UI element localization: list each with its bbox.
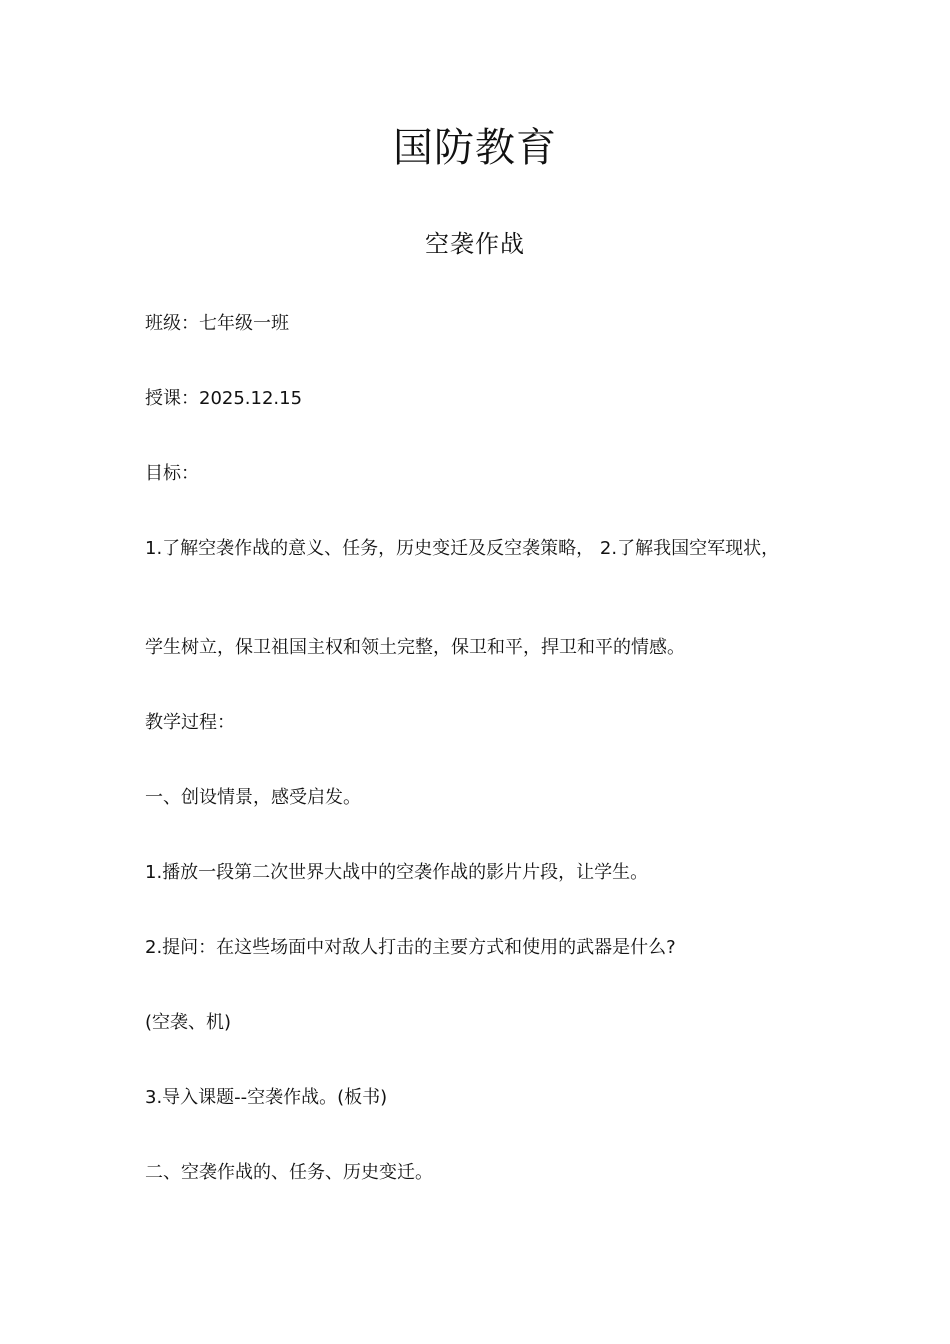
date-line: 授课：2025.12.15 (145, 388, 303, 409)
class-line: 班级：七年级一班 (145, 313, 289, 334)
step-2: 2.提问：在这些场面中对敌人打击的主要方式和使用的武器是什么? (145, 937, 676, 958)
step-2-answer: (空袭、机) (145, 1012, 232, 1033)
objectives-heading: 目标： (145, 463, 199, 484)
process-heading: 教学过程： (145, 712, 235, 733)
section-2-heading: 二、空袭作战的、任务、历史变迁。 (145, 1162, 433, 1183)
step-1: 1.播放一段第二次世界大战中的空袭作战的影片片段，让学生。 (145, 862, 649, 883)
document-subtitle: 空袭作战 (425, 230, 525, 258)
document-title: 国防教育 (393, 125, 557, 171)
objectives-line-2: 学生树立，保卫祖国主权和领土完整，保卫和平，捍卫和平的情感。 (145, 637, 685, 658)
section-1-heading: 一、创设情景，感受启发。 (145, 787, 361, 808)
step-3: 3.导入课题--空袭作战。(板书) (145, 1087, 388, 1108)
objectives-line-1: 1.了解空袭作战的意义、任务，历史变迁及反空袭策略， 2.了解我国空军现状， (145, 538, 780, 559)
